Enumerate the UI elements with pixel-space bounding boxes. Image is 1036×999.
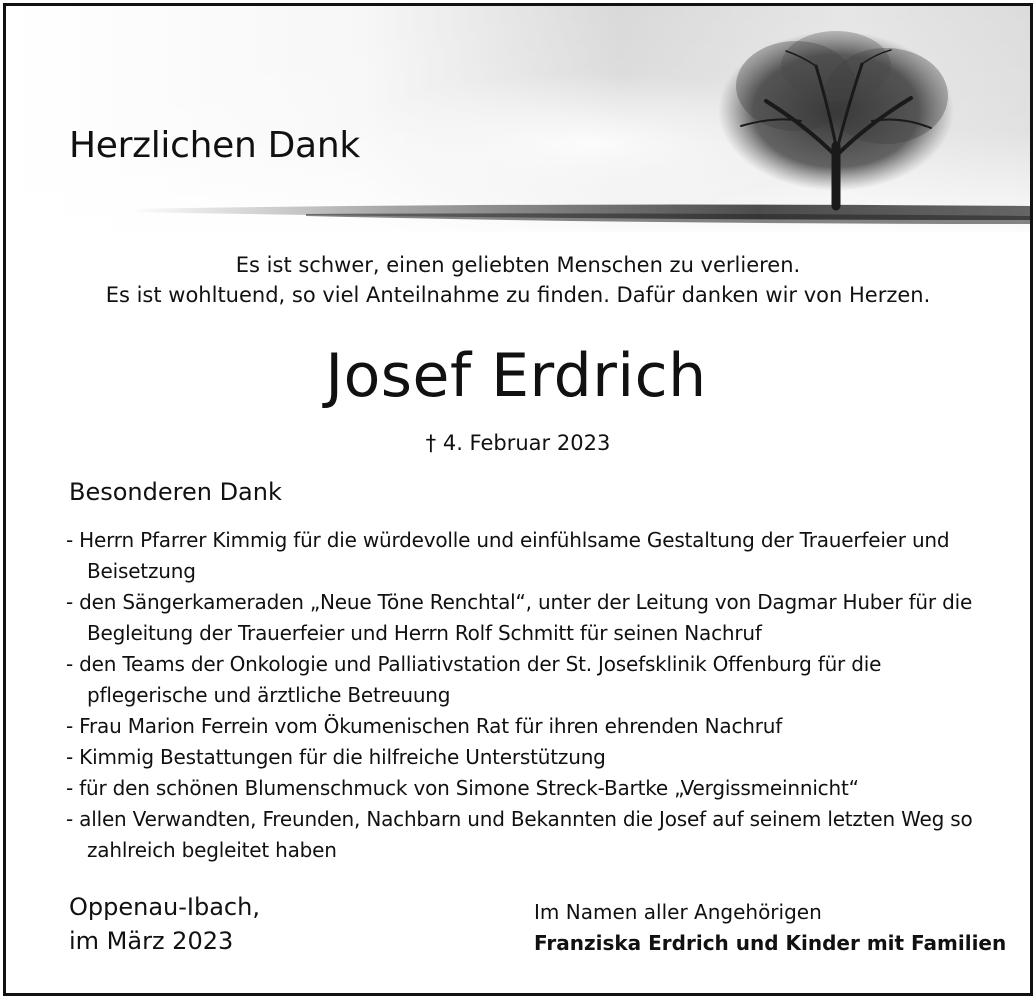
header-banner <box>6 6 1030 232</box>
list-item: - für den schönen Blumenschmuck von Simone Streck-Bartke „Vergissmeinnicht“ <box>66 776 859 800</box>
family-names: Franziska Erdrich und Kinder mit Familien <box>534 931 1007 955</box>
intro-line-2: Es ist wohltuend, so viel Anteilnahme zu finden. Dafür danken wir von Herzen. <box>105 283 931 307</box>
place: Oppenau-Ibach, <box>69 893 260 921</box>
list-item: - den Sängerkameraden „Neue Töne Renchtal“, unter der Leitung von Dagmar Huber für die Begleitung der Trauerfeier und Herrn Rolf Schmitt für seinen Nachruf <box>66 590 973 645</box>
list-item: - den Teams der Onkologie und Palliativstation der St. Josefsklinik Offenburg für die pflegerische und ärztliche Betreuung <box>66 652 882 707</box>
thanks-list <box>66 525 996 866</box>
thanks-heading: Besonderen Dank <box>69 478 282 506</box>
place-and-date <box>69 890 260 958</box>
date: im März 2023 <box>69 927 234 955</box>
list-item: - Herrn Pfarrer Kimmig für die würdevolle und einfühlsame Gestaltung der Trauerfeier und Beisetzung <box>66 528 950 583</box>
death-date: † 4. Februar 2023 <box>425 431 611 455</box>
intro-line-1: Es ist schwer, einen geliebten Menschen zu verlieren. <box>235 253 801 277</box>
intro-text <box>6 250 1030 310</box>
signature <box>534 897 1006 959</box>
list-item: - allen Verwandten, Freunden, Nachbarn und Bekannten die Josef auf seinem letzten Weg so zahlreich begleitet haben <box>66 807 973 862</box>
page-title: Herzlichen Dank <box>69 125 360 166</box>
list-item: - Kimmig Bestattungen für die hilfreiche Unterstützung <box>66 745 606 769</box>
tree-landscape-icon <box>6 6 1030 232</box>
obituary-card <box>3 3 1033 996</box>
deceased-name: Josef Erdrich <box>325 341 707 411</box>
on-behalf-text: Im Namen aller Angehörigen <box>534 900 822 924</box>
list-item: - Frau Marion Ferrein vom Ökumenischen Rat für ihren ehrenden Nachruf <box>66 714 783 738</box>
